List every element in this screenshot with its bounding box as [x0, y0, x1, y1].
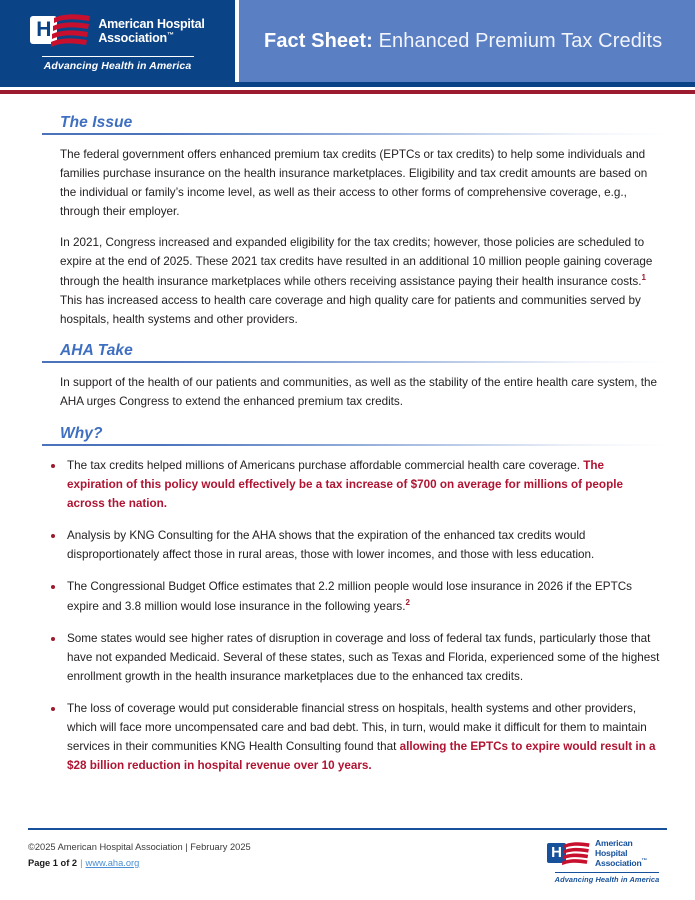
flag-stripes-icon: [48, 13, 92, 49]
logo-name-line1: American Hospital: [98, 16, 205, 31]
why-bullet-list: [42, 457, 667, 775]
footer-logo-divider: [555, 872, 659, 873]
footer-separator: |: [80, 858, 83, 869]
footer-logo-tagline: Advancing Health in America: [554, 875, 660, 884]
section-underline: [42, 361, 667, 363]
aha-logo: [28, 11, 208, 72]
logo-trademark: ™: [166, 31, 174, 39]
footer-content: [28, 839, 667, 900]
footer-meta: [28, 839, 251, 872]
footer-divider: [28, 828, 667, 830]
issue-paragraph-1: The federal government offers enhanced premium tax credits (EPTCs or tax credits) to help some individuals and families purchase insurance on the health insurance marketplaces. Eligibility and tax credit amounts are based on the individual or family’s income level, as well as their access to other forms of comprehensive coverage, e.g., through their employer.: [60, 148, 648, 218]
footer-logo-name-line1: American Hospital: [595, 837, 633, 858]
logo-wordmark: [98, 17, 204, 45]
footer-logo-wordmark: [595, 839, 667, 869]
footer-logo-trademark: ™: [641, 858, 647, 865]
page-header: [0, 0, 695, 82]
bullet-text-before: The tax credits helped millions of Americans purchase affordable commercial health care coverage.: [67, 459, 584, 473]
logo-tagline: Advancing Health in America: [43, 59, 192, 72]
logo-divider: [42, 56, 194, 57]
bullet-text-before: The Congressional Budget Office estimates that 2.2 million people would lose insurance in 2026 if the EPTCs expire and 3.8 million would lose insurance in the following years.: [67, 580, 632, 613]
logo-h-letter: H: [36, 18, 52, 41]
footer-aha-logo: [547, 839, 667, 884]
section-why: [42, 425, 667, 775]
page-footer: [0, 828, 695, 900]
list-item: [45, 578, 663, 617]
list-item: [45, 527, 663, 565]
header-title-panel: [239, 0, 695, 82]
aha-take-paragraph: In support of the health of our patients and communities, as well as the stability of the entire health care system, the AHA urges Congress to extend the enhanced premium tax credits.: [60, 376, 658, 409]
footnote-marker-1: 1: [641, 272, 646, 282]
footer-logo-h-letter: H: [551, 844, 562, 862]
bullet-text-before: The loss of coverage would put considerable financial stress on hospitals, health systems and other providers, which will face more uncompensated care and bad debt. This, in turn, would make it difficult for them to maintain services in their communities KNG Health Consulting found that: [67, 701, 647, 753]
section-heading-why: Why?: [60, 425, 103, 443]
document-body: [0, 94, 695, 776]
header-logo-panel: [0, 0, 235, 82]
logo-name-line2: Association™: [98, 30, 174, 45]
page-number-label: Page 1 of 2: [28, 858, 78, 869]
bullet-highlight: The expiration of this policy would effectively be a tax increase of $700 on average for millions of people across the nation.: [67, 459, 623, 511]
section-heading-the-issue: The Issue: [60, 114, 133, 131]
section-heading-aha-take: AHA Take: [60, 342, 133, 360]
page-title-label: Fact Sheet:: [264, 29, 373, 52]
issue-paragraph-2: [42, 234, 667, 330]
section-the-issue: [42, 114, 667, 329]
footer-page-line: [28, 855, 251, 871]
list-item: [45, 457, 663, 514]
flag-stripes-icon: [560, 841, 591, 867]
bullet-text-before: Analysis by KNG Consulting for the AHA shows that the expiration of the enhanced tax credits would disproportionately affect those in rural areas, those with lower incomes, and those with less education.: [67, 529, 595, 562]
logo-top-row: [30, 11, 204, 51]
aha-logo-mark: [30, 11, 92, 51]
list-item: [45, 700, 663, 776]
section-aha-take: [42, 342, 667, 412]
issue-p2-text-after: This has increased access to health care coverage and high quality care for patients and communities served by hospitals, health systems and other providers.: [60, 293, 641, 326]
footer-copyright: ©2025 American Hospital Association | February 2025: [28, 841, 251, 852]
bullet-text-before: Some states would see higher rates of disruption in coverage and loss of federal tax funds, particularly those that have not expanded Medicaid. Several of these states, such as Texas and Florida, experienced some of the highest enrollment growth in the health insurance marketplaces due to the enhanced tax credits.: [67, 631, 660, 683]
page-title-subject: Enhanced Premium Tax Credits: [372, 29, 663, 52]
aha-website-link[interactable]: www.aha.org: [85, 858, 140, 869]
bullet-highlight: allowing the EPTCs to expire would result in a $28 billion reduction in hospital revenue over 10 years.: [67, 739, 656, 772]
page-title: [264, 30, 662, 53]
section-underline: [42, 133, 667, 135]
footer-aha-logo-mark: [547, 840, 591, 868]
issue-p2-text-before: In 2021, Congress increased and expanded eligibility for the tax credits; however, those policies are scheduled to expire at the end of 2025. These 2021 tax credits have resulted in an additional 10 million people gaining coverage through the health insurance marketplaces while others receiving assistance paying their health insurance costs.: [60, 235, 653, 288]
section-underline: [42, 444, 667, 446]
footer-logo-top-row: [547, 839, 667, 869]
footer-logo-name-line2: Association™: [595, 858, 647, 869]
list-item: [45, 630, 663, 687]
footnote-marker-2: 2: [405, 598, 410, 608]
